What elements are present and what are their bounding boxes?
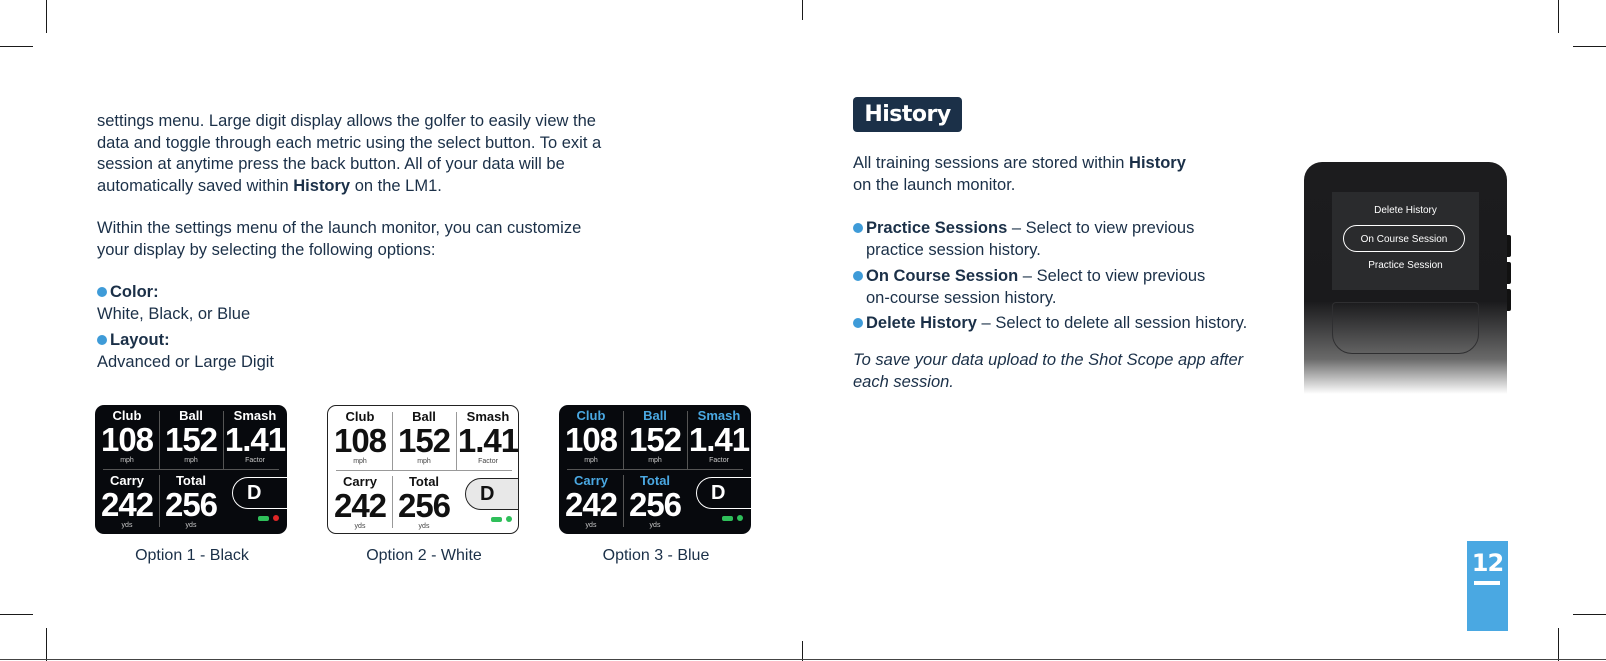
metric-value: 1.41 (688, 421, 750, 458)
metric-value: 152 (397, 422, 451, 459)
bullet-text: – Select to view previous (1007, 219, 1195, 237)
bullet-text: – Select to delete all session history. (976, 314, 1248, 332)
crop-mark (1573, 614, 1606, 615)
metric-label: Total (408, 474, 440, 489)
text-line: settings menu. Large digit display allows the golfer to easily view the (97, 112, 596, 130)
metric-club (95, 409, 159, 465)
text-line (97, 176, 717, 198)
divider (623, 411, 624, 469)
battery-icon (258, 516, 269, 521)
metric-value: 256 (164, 486, 218, 523)
text-line: session at anytime press the back button. All of your data will be (97, 155, 565, 173)
metric-unit: mph (648, 457, 662, 464)
divider (336, 470, 512, 471)
divider (567, 469, 743, 470)
layout-option (97, 330, 274, 373)
bullet-icon (97, 287, 107, 297)
metric-unit: Factor (478, 458, 498, 465)
device-screen (1332, 192, 1479, 290)
crop-mark (1558, 0, 1559, 33)
metric-unit: mph (417, 458, 431, 465)
status-light-icon (506, 516, 512, 522)
metric-smash (223, 409, 287, 465)
metric-value: 152 (164, 421, 218, 458)
crop-mark (0, 614, 33, 615)
metric-label: Ball (179, 408, 203, 423)
metric-unit: mph (120, 457, 134, 464)
divider (103, 469, 279, 470)
metric-value: 108 (100, 421, 154, 458)
metric-label: Carry (110, 473, 144, 488)
metric-unit: mph (184, 457, 198, 464)
crop-mark (1558, 628, 1559, 661)
club-indicator: D (465, 478, 519, 510)
metric-label: Ball (412, 409, 436, 424)
bullet-icon (853, 271, 863, 281)
bullet-icon (853, 318, 863, 328)
color-option (97, 282, 250, 325)
metric-unit: yds (185, 522, 197, 529)
metric-carry (95, 474, 159, 530)
metric-ball (159, 409, 223, 465)
page-number: 12 (1471, 549, 1504, 577)
text-line: on the launch monitor. (853, 175, 1016, 194)
metric-label: Carry (574, 473, 608, 488)
metric-value: 256 (397, 487, 451, 524)
metric-unit: Factor (245, 457, 265, 464)
bullet-bold: Delete History (866, 314, 977, 332)
metric-unit: yds (354, 523, 366, 530)
text-line: your display by selecting the following options: (97, 240, 436, 259)
divider (456, 412, 457, 470)
device-side-button (1507, 262, 1511, 284)
display-card-black (95, 405, 287, 534)
bullet-icon (97, 335, 107, 345)
status-light-icon (273, 515, 279, 521)
metric-value: 1.41 (224, 421, 286, 458)
customize-paragraph (97, 218, 717, 261)
metric-label: Smash (466, 409, 510, 424)
metric-value: 152 (628, 421, 682, 458)
history-intro (853, 153, 1273, 196)
metric-smash (456, 410, 519, 466)
crop-mark (802, 0, 803, 20)
metric-unit: yds (121, 522, 133, 529)
metric-ball (623, 409, 687, 465)
device-side-button (1507, 289, 1511, 311)
text-line: To save your data upload to the Shot Scope app after (853, 351, 1244, 369)
launch-monitor-device (1304, 162, 1507, 394)
divider (223, 411, 224, 469)
metric-value: 242 (333, 487, 387, 524)
settings-paragraph (97, 111, 717, 197)
text-line: each session. (853, 372, 954, 391)
metric-value: 242 (564, 486, 618, 523)
metric-label: Total (639, 473, 671, 488)
metric-value: 1.41 (457, 422, 519, 459)
metric-total (623, 474, 687, 530)
caption-option-1: Option 1 - Black (135, 547, 249, 564)
metric-total (159, 474, 223, 530)
bullet-text: practice session history. (866, 240, 1041, 259)
color-value: White, Black, or Blue (97, 304, 251, 323)
metric-value: 108 (564, 421, 618, 458)
metric-value: 256 (628, 486, 682, 523)
metric-value: 242 (100, 486, 154, 523)
metric-unit: Factor (709, 457, 729, 464)
text-line: Within the settings menu of the launch monitor, you can customize (97, 219, 582, 237)
metric-ball (392, 410, 456, 466)
display-card-blue (559, 405, 751, 534)
menu-on-course-session: On Course Session (1343, 225, 1465, 252)
divider (159, 411, 160, 469)
metric-label: Smash (697, 408, 741, 423)
metric-label: Carry (343, 474, 377, 489)
crop-mark (802, 641, 803, 661)
metric-label: Ball (643, 408, 667, 423)
text-fragment: All training sessions are stored within (853, 154, 1130, 172)
bullet-practice-sessions (853, 218, 1194, 261)
bullet-icon (853, 223, 863, 233)
metric-total (392, 475, 456, 531)
menu-delete-history: Delete History (1374, 205, 1437, 216)
metric-smash (687, 409, 751, 465)
metric-label: Club (345, 409, 375, 424)
metric-carry (328, 475, 392, 531)
metric-club (328, 410, 392, 466)
history-bold: History (293, 176, 351, 195)
divider (687, 411, 688, 469)
crop-mark (46, 628, 47, 661)
metric-label: Smash (233, 408, 277, 423)
page-number-underline (1474, 581, 1500, 585)
device-lower-panel (1332, 302, 1479, 354)
bullet-delete-history (853, 313, 1247, 335)
battery-icon (722, 516, 733, 521)
metric-value: 108 (333, 422, 387, 459)
crop-mark (0, 46, 33, 47)
metric-unit: yds (418, 523, 430, 530)
page-bottom-edge (0, 659, 1606, 660)
device-side-button (1507, 235, 1511, 257)
display-card-white (327, 405, 519, 534)
metric-club (559, 409, 623, 465)
history-bold: History (1129, 154, 1186, 172)
text-fragment: automatically saved within (97, 176, 294, 195)
text-line: data and toggle through each metric using the select button. To exit a (97, 133, 602, 152)
divider (392, 412, 393, 470)
status-light-icon (737, 515, 743, 521)
club-indicator: D (232, 477, 287, 509)
metric-unit: yds (585, 522, 597, 529)
metric-label: Club (576, 408, 606, 423)
bullet-text: – Select to view previous (1018, 267, 1206, 285)
upload-note (853, 350, 1293, 393)
metric-label: Total (175, 473, 207, 488)
layout-value: Advanced or Large Digit (97, 352, 275, 371)
bullet-text: on-course session history. (866, 288, 1057, 307)
bullet-bold: On Course Session (866, 267, 1019, 285)
page-number-tab (1467, 541, 1508, 631)
bullet-on-course-session (853, 266, 1205, 309)
history-heading: History (853, 97, 962, 132)
metric-unit: mph (353, 458, 367, 465)
metric-label: Club (112, 408, 142, 423)
metric-unit: yds (649, 522, 661, 529)
club-indicator: D (696, 477, 751, 509)
bullet-bold: Practice Sessions (866, 219, 1008, 237)
caption-option-2: Option 2 - White (366, 547, 482, 564)
metric-unit: mph (584, 457, 598, 464)
text-fragment: on the LM1. (350, 176, 442, 195)
menu-practice-session: Practice Session (1368, 260, 1443, 271)
metric-carry (559, 474, 623, 530)
layout-label: Layout: (110, 331, 170, 349)
crop-mark (1573, 46, 1606, 47)
caption-option-3: Option 3 - Blue (602, 547, 710, 564)
battery-icon (491, 517, 502, 522)
color-label: Color: (110, 283, 159, 301)
crop-mark (46, 0, 47, 33)
